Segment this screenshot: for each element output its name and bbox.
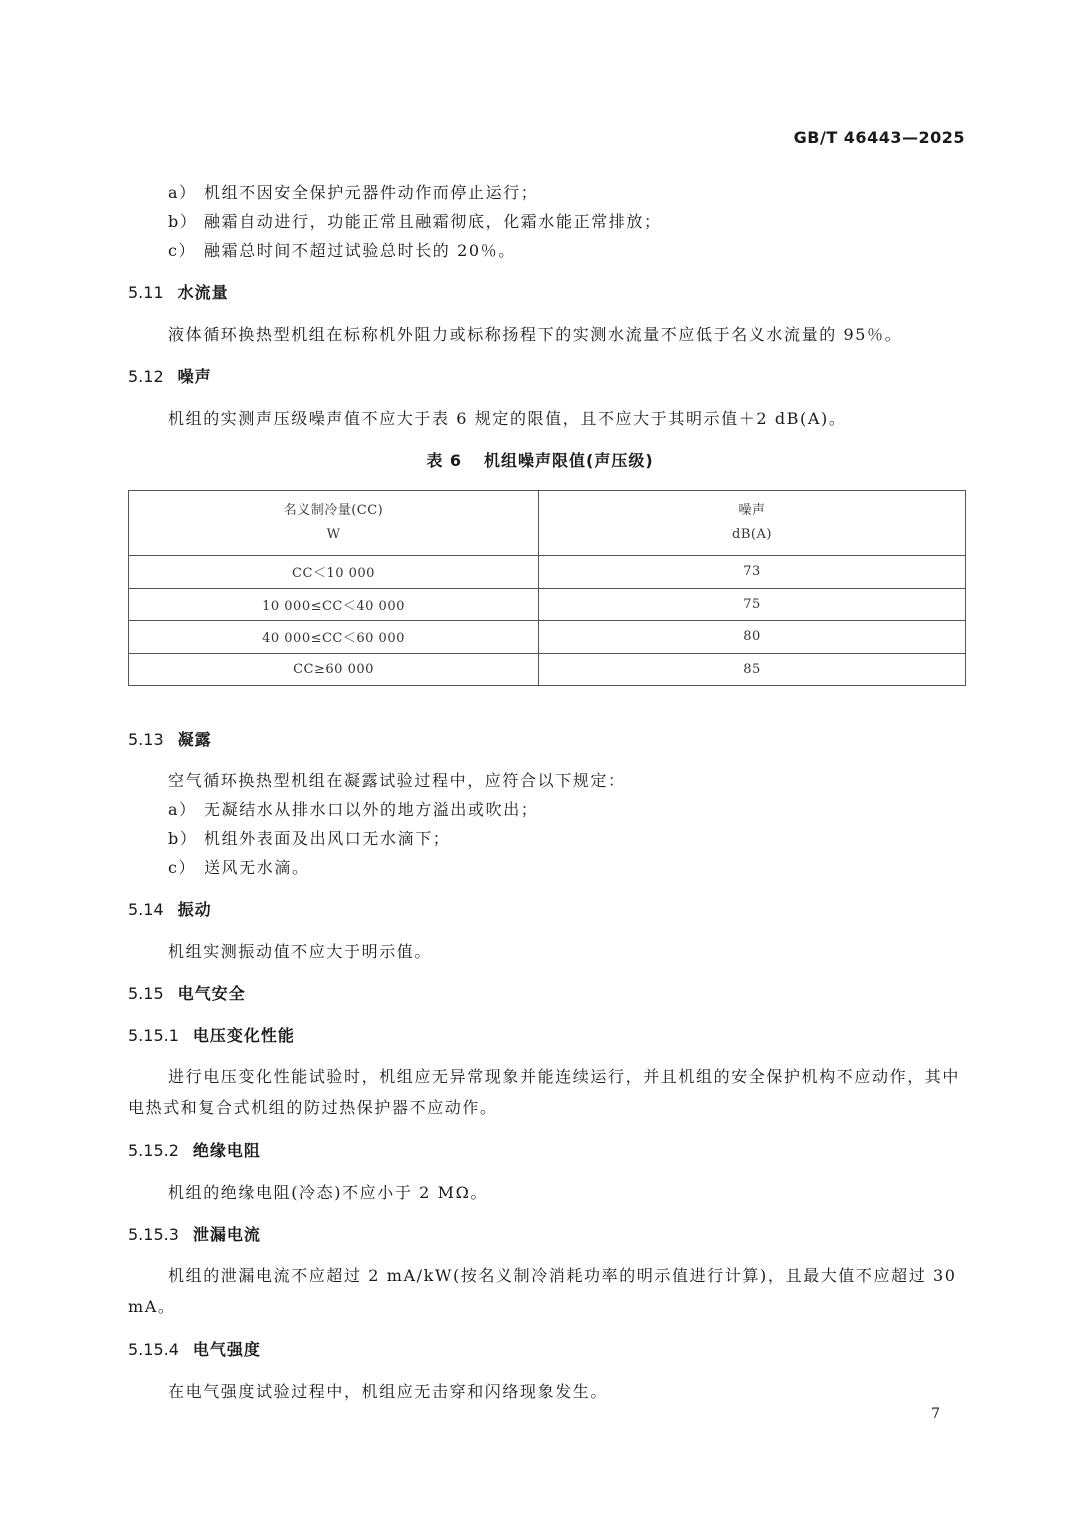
table-number: 表 6: [426, 451, 463, 470]
section-number: 5.13: [128, 730, 164, 749]
table-row: [129, 556, 966, 589]
cell-range: 10 000≤CC＜40 000: [129, 588, 539, 621]
cell-value: 73: [539, 556, 966, 589]
list-text: 无凝结水从排水口以外的地方溢出或吹出；: [204, 800, 539, 819]
list-item: [168, 797, 538, 820]
section-heading-5-14: [128, 897, 212, 920]
table-row: [129, 588, 966, 621]
section-title: 电气强度: [192, 1340, 261, 1359]
table-row: [129, 621, 966, 654]
cell-range: CC＜10 000: [129, 556, 539, 589]
list-marker: b）: [168, 212, 198, 231]
list-marker: a）: [168, 800, 197, 819]
section-number: 5.12: [128, 367, 164, 386]
section-number: 5.15.4: [128, 1340, 179, 1359]
section-heading-5-15-4: [128, 1337, 261, 1360]
list-marker: b）: [168, 829, 198, 848]
section-heading-5-15-2: [128, 1138, 261, 1161]
cell-range: CC≥60 000: [129, 653, 539, 686]
cell-value: 75: [539, 588, 966, 621]
section-text-5-11: 液体循环换热型机组在标称机外阻力或标称扬程下的实测水流量不应低于名义水流量的 95％。: [168, 325, 903, 344]
list-item: [168, 238, 516, 261]
section-number: 5.15.1: [128, 1026, 179, 1045]
section-text-5-12: 机组的实测声压级噪声值不应大于表 6 规定的限值，且不应大于其明示值＋2 dB(A)。: [168, 409, 847, 428]
section-title: 水流量: [177, 283, 229, 302]
table-caption: 机组噪声限值(声压级): [484, 451, 654, 470]
section-heading-5-15: [128, 981, 246, 1004]
header-unit: W: [326, 527, 341, 542]
list-text: 融霜自动进行，功能正常且融霜彻底，化霜水能正常排放；: [204, 212, 662, 231]
section-title: 噪声: [177, 367, 212, 386]
section-title: 绝缘电阻: [192, 1141, 261, 1160]
section-number: 5.14: [128, 900, 164, 919]
cell-range: 40 000≤CC＜60 000: [129, 621, 539, 654]
section-title: 泄漏电流: [192, 1225, 261, 1244]
section-text-5-15-4: 在电气强度试验过程中，机组应无击穿和闪络现象发生。: [168, 1382, 609, 1401]
list-marker: c）: [168, 858, 197, 877]
section-text-5-15-1: 进行电压变化性能试验时，机组应无异常现象并能连续运行，并且机组的安全保护机构不应动作，其中电热式和复合式机组的防过热保护器不应动作。: [128, 1067, 961, 1117]
header-label: 名义制冷量(CC): [283, 503, 384, 518]
list-item: [168, 209, 662, 232]
section-number: 5.15.3: [128, 1225, 179, 1244]
section-heading-5-11: [128, 280, 229, 303]
list-item: [168, 180, 538, 203]
section-number: 5.15.2: [128, 1141, 179, 1160]
list-text: 融霜总时间不超过试验总时长的 20％。: [204, 241, 516, 260]
page-number: 7: [931, 1406, 940, 1422]
list-text: 机组外表面及出风口无水滴下；: [204, 829, 451, 848]
list-text: 送风无水滴。: [204, 858, 310, 877]
section-intro-5-13: 空气循环换热型机组在凝露试验过程中，应符合以下规定：: [168, 771, 626, 790]
section-text-5-15-2: 机组的绝缘电阻(冷态)不应小于 2 MΩ。: [168, 1183, 489, 1202]
section-number: 5.15: [128, 984, 164, 1003]
cell-value: 80: [539, 621, 966, 654]
cell-value: 85: [539, 653, 966, 686]
list-marker: c）: [168, 241, 197, 260]
section-heading-5-15-3: [128, 1222, 261, 1245]
section-heading-5-15-1: [128, 1023, 295, 1046]
standard-code: GB/T 46443—2025: [793, 128, 965, 147]
list-item: [168, 855, 310, 878]
table-title: [0, 448, 1080, 471]
noise-limit-table: [128, 490, 966, 686]
section-text-5-15-3: 机组的泄漏电流不应超过 2 mA/kW(按名义制冷消耗功率的明示值进行计算)，且最大值不应超过 30 mA。: [128, 1266, 957, 1316]
header-unit: dB(A): [732, 527, 772, 542]
section-heading-5-13: [128, 727, 212, 750]
table-row: [129, 653, 966, 686]
section-text-5-14: 机组实测振动值不应大于明示值。: [168, 942, 433, 961]
section-number: 5.11: [128, 283, 164, 302]
list-text: 机组不因安全保护元器件动作而停止运行；: [204, 183, 539, 202]
header-cell-noise: [539, 491, 966, 556]
header-cell-capacity: [129, 491, 539, 556]
section-title: 凝露: [177, 730, 212, 749]
section-title: 振动: [177, 900, 212, 919]
table-header-row: [129, 491, 966, 556]
list-marker: a）: [168, 183, 197, 202]
section-title: 电压变化性能: [192, 1026, 295, 1045]
section-heading-5-12: [128, 364, 212, 387]
list-item: [168, 826, 450, 849]
section-title: 电气安全: [177, 984, 246, 1003]
header-label: 噪声: [738, 503, 766, 518]
